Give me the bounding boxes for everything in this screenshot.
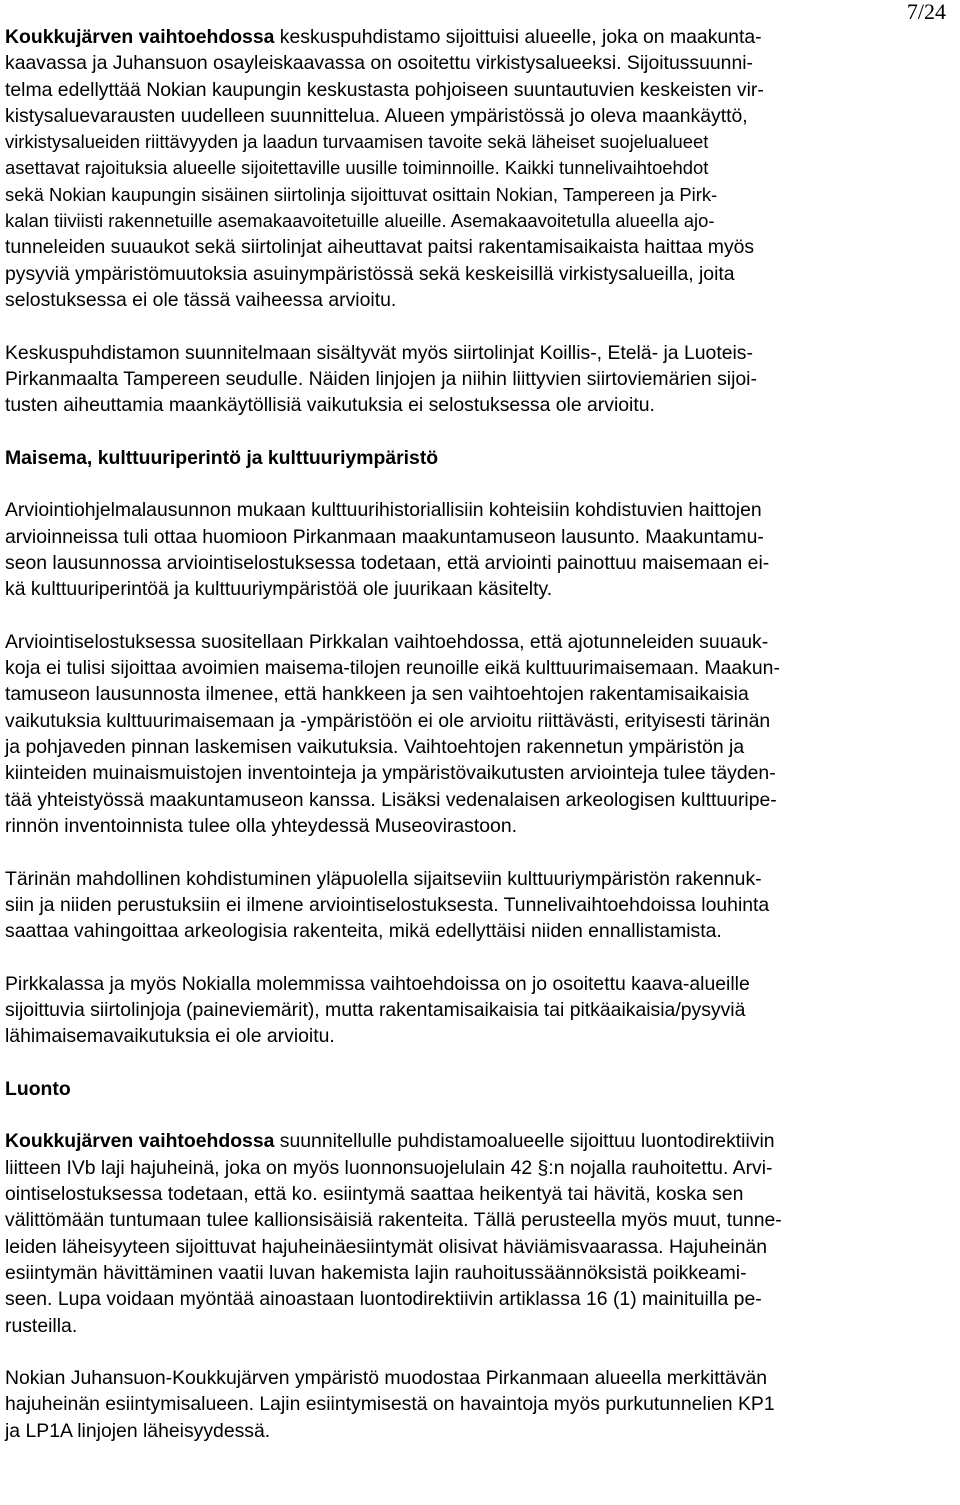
text-line: kaavassa ja Juhansuon osayleiskaavassa on osoitettu virkistysalueeksi. Sijoitussuunni- [5,52,754,75]
paragraph-juhansuo [5,1365,950,1444]
text-line: asettavat rajoituksia alueelle sijoitettaville uusille toiminnoille. Kaikki tunnelivaihtoehdot [5,157,709,179]
text-line: Keskuspuhdistamon suunnitelmaan sisältyvät myös siirtolinjat Koillis-, Etelä- ja Luoteis- [5,341,753,364]
text-line: ja pohjaveden pinnan laskemisen vaikutuksia. Vaihtoehtojen rakennetun ympäristön ja [5,736,745,759]
text-line: ja LP1A linjojen läheisyydessä. [5,1419,271,1442]
text-line: saattaa vahingoittaa arkeologisia rakenteita, mikä edellyttäisi niiden ennallistamista. [5,920,722,943]
text-line: kä kulttuuriperintöä ja kulttuuriympäristöä ole juurikaan käsitelty. [5,578,553,601]
paragraph-vibration [5,866,950,945]
text-line: rusteilla. [5,1314,78,1337]
text-line: tamuseon lausunnosta ilmenee, että hankkeen ja sen vaihtoehtojen rakentamisaikaisia [5,683,749,706]
paragraph-pressure-sewers [5,971,950,1050]
section-heading-maisema: Maisema, kulttuuriperintö ja kulttuuriympäristö [5,446,439,469]
paragraph-museum-statement [5,497,950,602]
text-line: välittömään tuntumaan tulee kallionsisäisiä rakenteita. Tällä perusteella myös muut, tunne- [5,1209,782,1232]
text-line: tunneleiden suuaukot sekä siirtolinjat aiheuttavat paitsi rakentamisaikaista haittaa myös [5,236,755,259]
text-line: sekä Nokian kaupungin sisäinen siirtolinja sijoittuvat osittain Nokian, Tampereen ja Pirk- [5,183,718,205]
paragraph-transfer-lines [5,340,950,419]
text-line: siin ja niiden perustuksiin ei ilmene arviointiselostuksesta. Tunnelivaihtoehdoissa louhinta [5,893,770,916]
paragraph-hajuheina [5,1128,950,1338]
text-line: esiintymän hävittäminen vaatii luvan hakemista lajin rauhoitussäännöksistä poikkeami- [5,1261,747,1284]
paragraph-pirkkala-tunnels [5,629,950,839]
page-number: 7/24 [906,0,946,24]
text-line: seen. Lupa voidaan myöntää ainoastaan luontodirektiivin artiklassa 16 (1) mainituilla pe- [5,1288,762,1311]
text-line: liitteen IVb laji hajuheinä, joka on myös luonnonsuojelulain 42 §:n nojalla rauhoitettu. Arvi- [5,1156,773,1179]
text-line: seon lausunnossa arviointiselostuksessa todetaan, että arviointi painottuu maisemaan ei- [5,551,770,574]
text-line: arvioinneissa tuli ottaa huomioon Pirkanmaan maakuntamuseon lausunto. Maakuntamu- [5,525,764,548]
text-line: tää yhteistyössä maakuntamuseon kanssa. Lisäksi vedenalaisen arkeologisen kulttuuripe- [5,788,777,811]
emphasis-text: Koukkujärven vaihtoehdossa [5,1130,275,1153]
paragraph-koukkujarvi-land-use [5,24,950,313]
text-line: Pirkanmaalta Tampereen seudulle. Näiden linjojen ja niihin liittyvien siirtoviemärien sijoi- [5,367,757,390]
text-line: Pirkkalassa ja myös Nokialla molemmissa vaihtoehdoissa on jo osoitettu kaava-alueille [5,972,750,995]
text-line: Koukkujärven vaihtoehdossa keskuspuhdistamo sijoittuisi alueelle, joka on maakunta- [5,26,762,48]
text-line: kiinteiden muinaismuistojen inventointeja ja ympäristövaikutusten arviointeja tulee täyden- [5,762,776,785]
text-line: pysyviä ympäristömuutoksia asuinympäristössä sekä keskeisillä virkistysalueilla, joita [5,262,735,285]
text-line: Arviointiohjelmalausunnon mukaan kulttuurihistoriallisiin kohteisiin kohdistuvien haittojen [5,499,762,522]
text-line: kistysaluevarausten uudelleen suunnittelua. Alueen ympäristössä jo oleva maankäyttö, [5,104,748,127]
text-line: hajuheinän esiintymisalueen. Lajin esiintymisestä on havaintoja myös purkutunnelien KP1 [5,1393,775,1416]
text-line: leiden läheisyyteen sijoittuvat hajuheinäesiintymät olisivat häviämisvaarassa. Hajuheinän [5,1235,768,1258]
text-line: vaikutuksia kulttuurimaisemaan ja -ympäristöön ei ole arvioitu riittävästi, erityisesti tärinän [5,709,771,732]
text-line: tusten aiheuttamia maankäytöllisiä vaikutuksia ei selostuksessa ole arvioitu. [5,394,655,417]
text-line: ointiselostuksessa todetaan, että ko. esiintymä saattaa heikentyä tai hävitä, koska sen [5,1183,744,1206]
text-line: Nokian Juhansuon-Koukkujärven ympäristö muodostaa Pirkanmaan alueella merkittävän [5,1367,768,1390]
text-line: kalan tiiviisti rakennetuille asemakaavoitetuille alueille. Asemakaavoitetulla alueella ajo- [5,210,715,232]
text-line: rinnön inventoinnista tulee olla yhteydessä Museovirastoon. [5,814,518,837]
text-line: Tärinän mahdollinen kohdistuminen yläpuolella sijaitseviin kulttuuriympäristön rakennuk- [5,867,762,890]
text-line: virkistysalueiden riittävyyden ja laadun turvaamisen tavoite sekä läheiset suojelualueet [5,131,709,153]
emphasis-text: Koukkujärven vaihtoehdossa [5,26,275,48]
section-heading-luonto: Luonto [5,1077,71,1100]
text-line: lähimaisemavaikutuksia ei ole arvioitu. [5,1025,335,1048]
text-line: koja ei tulisi sijoittaa avoimien maisema-tilojen reunoille eikä kulttuurimaisemaan. Maakun- [5,657,780,680]
text-line: selostuksessa ei ole tässä vaiheessa arvioitu. [5,288,397,311]
document-body [5,24,950,1444]
text-line: sijoittuvia siirtolinjoja (paineviemärit), mutta rakentamisaikaisia tai pitkäaikaisia/pysyviä [5,998,746,1021]
text-line: Arviointiselostuksessa suositellaan Pirkkalan vaihtoehdossa, että ajotunneleiden suuauk- [5,630,769,653]
text-line: Koukkujärven vaihtoehdossa suunnitellulle puhdistamoalueelle sijoittuu luontodirektiivin [5,1130,775,1153]
text-line: telma edellyttää Nokian kaupungin keskustasta pohjoiseen suuntautuvien keskeisten vir- [5,78,764,101]
